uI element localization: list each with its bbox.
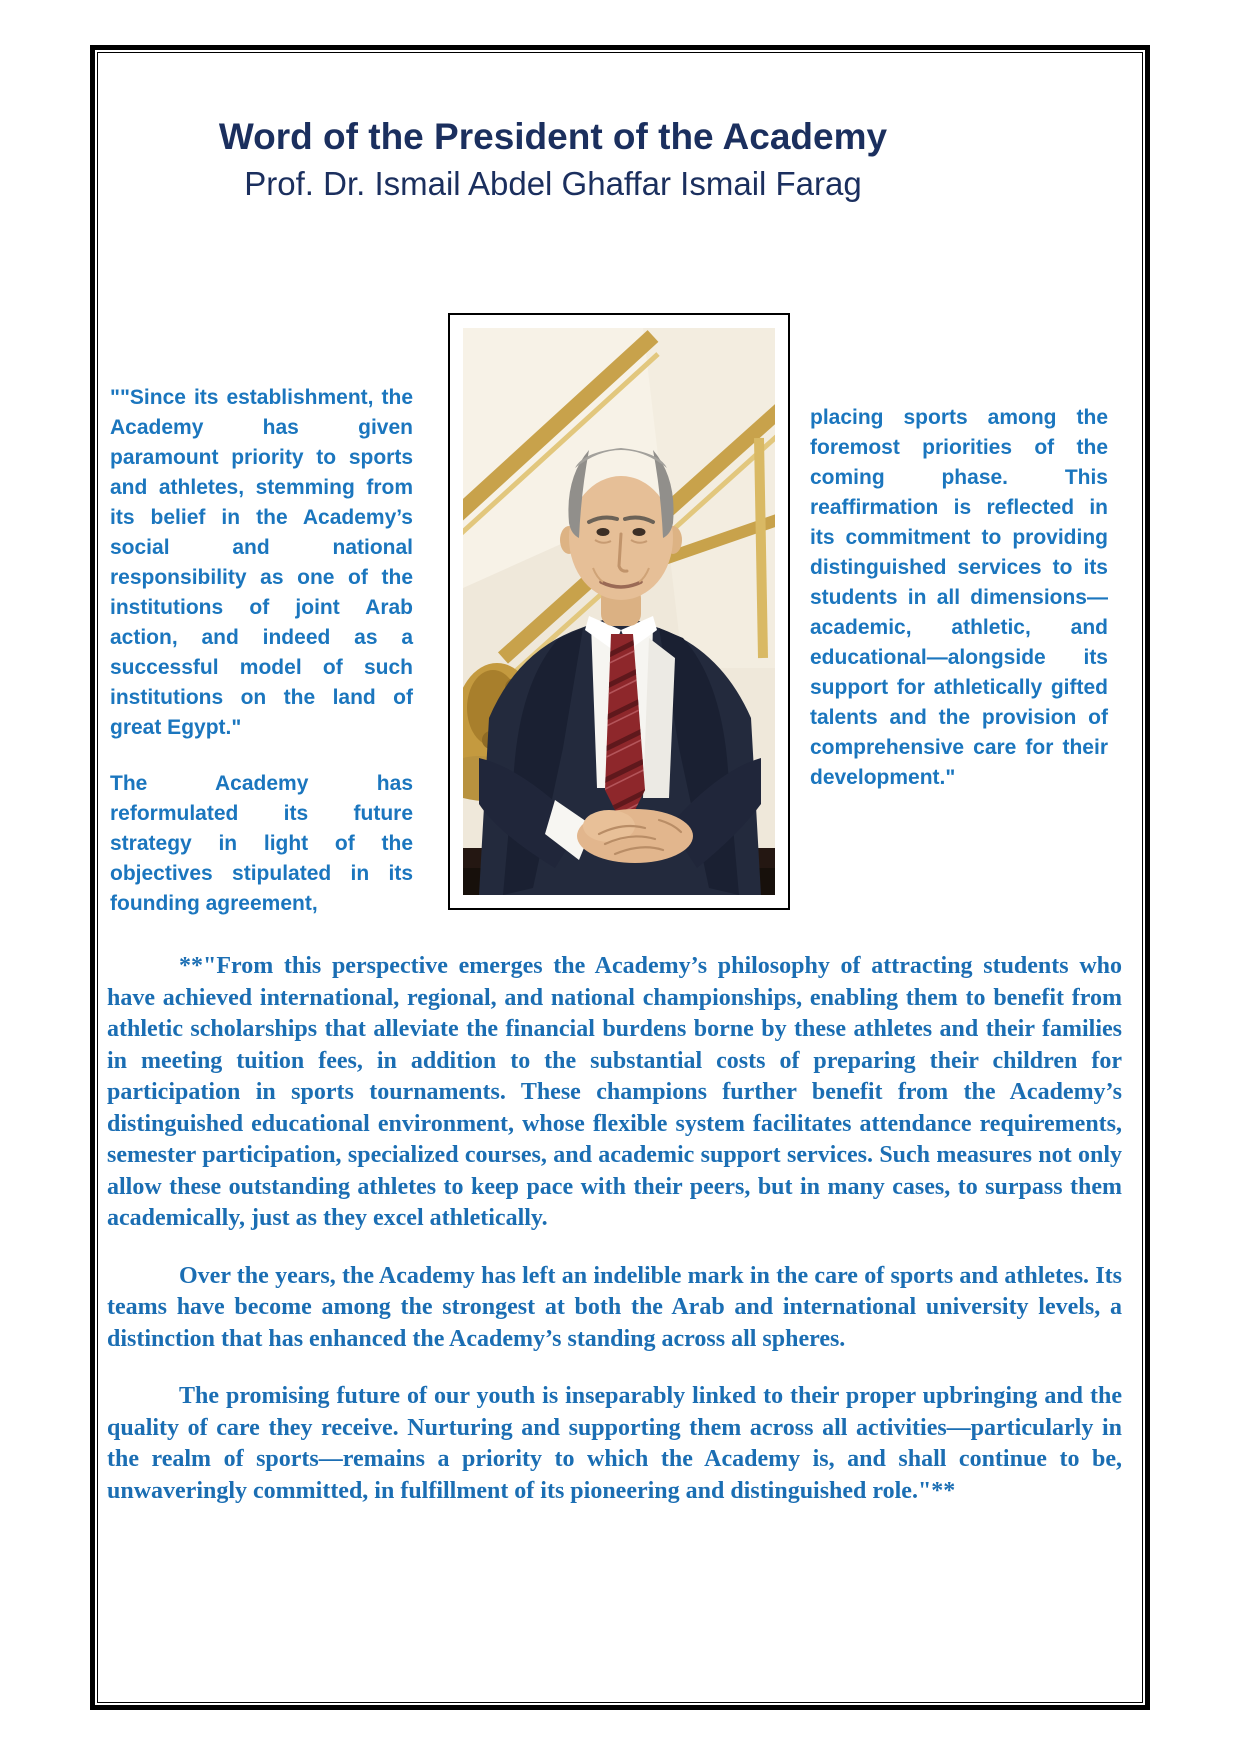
page-outer-border [90, 45, 1150, 1710]
left-column-paragraph: The Academy has reformulated its future strategy in light of the objectives stipulated in its founding agreement, [110, 772, 413, 915]
body-text-section [107, 951, 1122, 1533]
page-inner-border [97, 52, 1143, 1703]
left-column-paragraph: ""Since its establishment, the Academy has given paramount priority to sports and athletes, stemming from its belief in the Academy’s social and national responsibility as one of the institutions of joint Arab action, and indeed as a successful model of such institutions on the land of great Egypt." [110, 386, 413, 739]
body-paragraph: **"From this perspective emerges the Academy’s philosophy of attracting students who have achieved international, regional, and national championships, enabling them to benefit from athletic scholarships that alleviate the financial burdens borne by these athletes and their families in meeting tuition fees, in addition to the substantial costs of preparing their children for participation in sports tournaments. These champions further benefit from the Academy’s distinguished educational environment, whose flexible system facilitates attendance requirements, semester participation, specialized courses, and academic support services. Such measures not only allow these outstanding athletes to keep pace with their peers, but in many cases, to surpass them academically, just as they excel athletically. [107, 953, 1122, 1231]
page-subtitle: Prof. Dr. Ismail Abdel Ghaffar Ismail Farag [244, 165, 862, 203]
body-paragraph: Over the years, the Academy has left an indelible mark in the care of sports and athletes. Its teams have become among the strongest at both the Arab and international university levels, a distinction that has enhanced the Academy’s standing across all spheres. [107, 1262, 1122, 1352]
heading-block [98, 115, 1008, 205]
president-photo-frame [448, 313, 790, 910]
page-title: Word of the President of the Academy [218, 116, 888, 157]
right-column-paragraph: placing sports among the foremost priorities of the coming phase. This reaffirmation is reflected in its commitment to providing distinguished services to its students in all dimensions—academic, athletic, and educational—alongside its support for athletically gifted talents and the provision of comprehensive care for their development." [810, 406, 1108, 789]
left-text-column [110, 383, 413, 945]
body-paragraph: The promising future of our youth is inseparably linked to their proper upbringing and the quality of care they receive. Nurturing and supporting them across all activities—particularly in the realm of sports—remains a priority to which the Academy is, and shall continue to be, unwaveringly committed, in fulfillment of its pioneering and distinguished role."** [107, 1383, 1122, 1504]
president-photo [463, 328, 775, 895]
right-text-column [810, 403, 1108, 819]
